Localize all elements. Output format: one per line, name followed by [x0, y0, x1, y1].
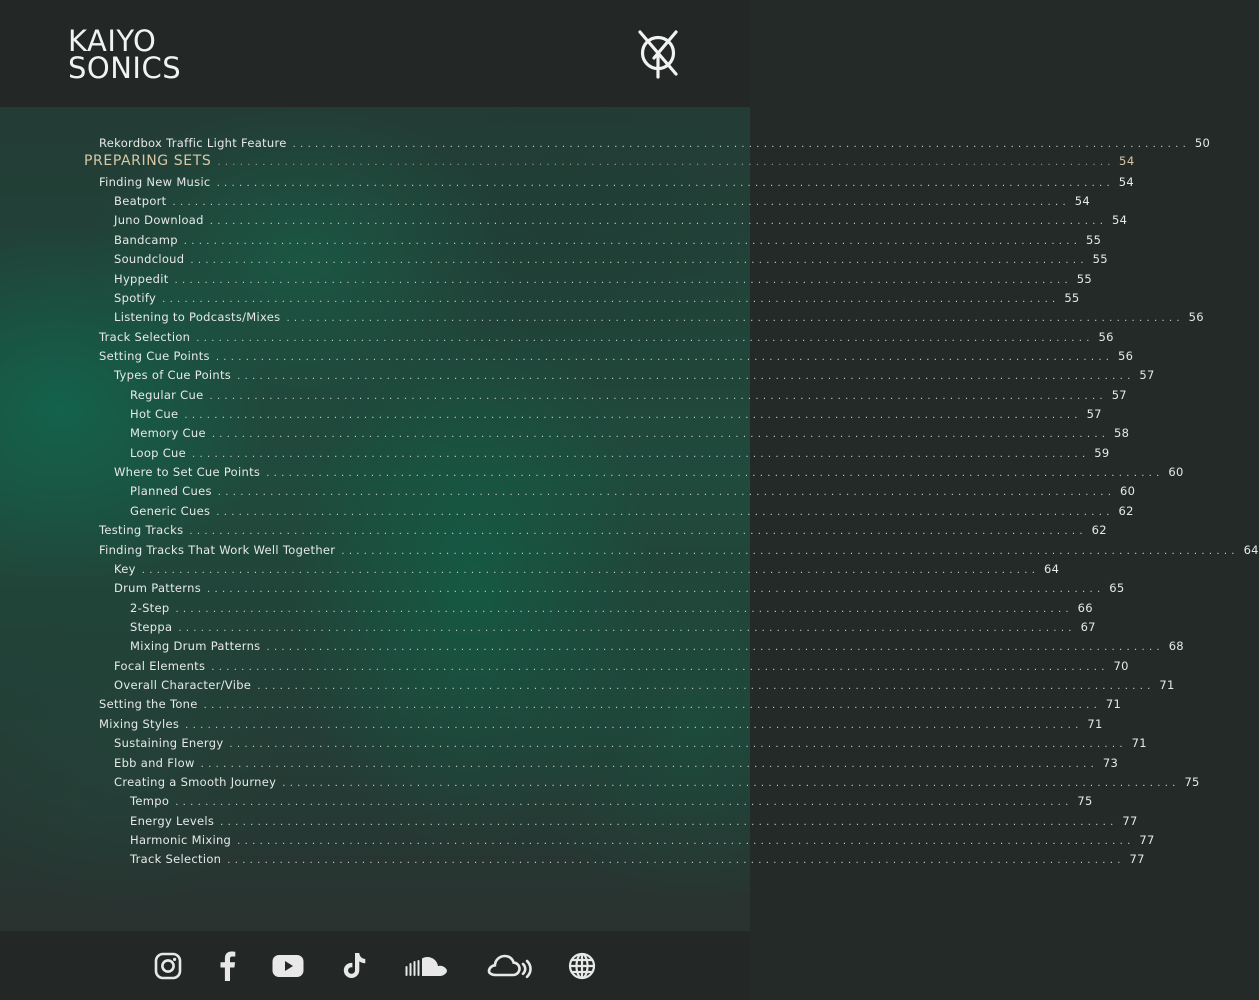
toc-entry[interactable]: [130, 503, 1134, 519]
toc-dot-leader: ........................................................................................................................: [189, 526, 1087, 538]
toc-entry-title: Tempo: [130, 794, 170, 809]
toc-dot-leader: ........................................................................................................................: [341, 545, 1239, 557]
toc-dot-leader: ........................................................................................................................: [209, 390, 1107, 402]
toc-entry[interactable]: [114, 193, 1090, 209]
toc-page-number: 54: [1111, 213, 1128, 228]
toc-page-number: 64: [1043, 561, 1060, 576]
toc-entry-title: Beatport: [114, 194, 167, 209]
tiktok-link[interactable]: [342, 931, 368, 1000]
toc-dot-leader: ........................................................................................................................: [162, 293, 1060, 305]
toc-entry[interactable]: [130, 851, 1145, 867]
toc-page-number: 60: [1120, 484, 1136, 499]
facebook-icon: [219, 951, 236, 981]
toc-page-number: 55: [1076, 271, 1092, 286]
toc-page-number: 77: [1122, 813, 1138, 828]
toc-dot-leader: ........................................................................................................................: [184, 410, 1082, 422]
toc-dot-leader: ........................................................................................................................: [200, 758, 1099, 770]
toc-entry-title: Types of Cue Points: [114, 368, 232, 383]
brand-mark-icon: [632, 26, 684, 80]
toc-dot-leader: ........................................................................................................................: [292, 139, 1191, 150]
toc-page-number: 60: [1168, 465, 1184, 480]
toc-entry-title: Loop Cue: [130, 445, 187, 460]
toc-dot-leader: ........................................................................................................................: [196, 332, 1094, 344]
facebook-link[interactable]: [219, 931, 236, 1000]
toc-page-number: 58: [1114, 426, 1130, 441]
toc-entry-title: Sustaining Energy: [114, 736, 224, 751]
soundcloud-icon: [405, 954, 449, 978]
toc-entry[interactable]: [99, 348, 1134, 364]
toc-page-number: 68: [1168, 639, 1184, 654]
toc-entry[interactable]: [99, 135, 1211, 151]
toc-dot-leader: ........................................................................................................................: [190, 255, 1088, 267]
toc-page-number: 77: [1129, 852, 1145, 867]
toc-entry[interactable]: [114, 774, 1200, 790]
toc-entry-title: Testing Tracks: [99, 523, 184, 538]
toc-entry[interactable]: [114, 212, 1128, 228]
toc-dot-leader: ........................................................................................................................: [216, 177, 1115, 189]
toc-entry-title: Mixing Drum Patterns: [130, 639, 261, 654]
toc-entry-title: Finding Tracks That Work Well Together: [99, 542, 336, 557]
toc-entry-title: Bandcamp: [114, 232, 178, 247]
toc-entry-title: Track Selection: [130, 852, 222, 867]
toc-page-number: 62: [1091, 523, 1107, 538]
toc-entry[interactable]: [114, 290, 1080, 306]
mixcloud-icon: [486, 953, 532, 979]
toc-entry[interactable]: [130, 387, 1127, 403]
header: [0, 0, 750, 107]
toc-entry[interactable]: [130, 832, 1155, 848]
instagram-icon: [154, 952, 182, 980]
toc-page-number: 55: [1092, 252, 1108, 267]
brand-line-2: SONICS: [68, 51, 182, 85]
toc-entry-title: Drum Patterns: [114, 581, 201, 596]
toc-page-number: 77: [1139, 832, 1155, 847]
brand-logo[interactable]: [68, 24, 182, 85]
toc-dot-leader: ........................................................................................................................: [211, 429, 1110, 441]
toc-dot-leader: ........................................................................................................................: [216, 506, 1114, 518]
toc-entry[interactable]: [99, 696, 1122, 712]
toc-entry[interactable]: [114, 464, 1184, 480]
toc-entry[interactable]: [130, 793, 1093, 809]
toc-dot-leader: ........................................................................................................................: [266, 468, 1164, 480]
toc-page-number: 57: [1086, 407, 1102, 422]
mixcloud-link[interactable]: [486, 931, 532, 1000]
toc-entry[interactable]: [114, 735, 1147, 751]
instagram-link[interactable]: [154, 931, 182, 1000]
toc-dot-leader: ........................................................................................................................: [217, 157, 1115, 169]
youtube-link[interactable]: [272, 931, 304, 1000]
social-footer: [0, 931, 750, 1000]
toc-page-number: 66: [1077, 600, 1093, 615]
toc-entry[interactable]: [130, 406, 1102, 422]
toc-entry[interactable]: [114, 309, 1204, 325]
toc-dot-leader: ........................................................................................................................: [266, 642, 1164, 654]
toc-entry-title: Generic Cues: [130, 503, 211, 518]
toc-entry[interactable]: [99, 522, 1107, 538]
toc-entry[interactable]: [99, 329, 1114, 345]
toc-entry-title: Finding New Music: [99, 174, 211, 189]
tiktok-icon: [342, 952, 368, 980]
toc-dot-leader: ........................................................................................................................: [175, 603, 1073, 615]
toc-entry-title: Ebb and Flow: [114, 755, 195, 770]
toc-page-number: 67: [1080, 620, 1096, 634]
website-link[interactable]: [568, 931, 596, 1000]
toc-entry-title: PREPARING SETS: [84, 153, 212, 170]
toc-entry-title: Rekordbox Traffic Light Feature: [99, 136, 287, 150]
toc-dot-leader: ........................................................................................................................: [207, 584, 1105, 596]
toc-page-number: 75: [1184, 774, 1200, 789]
toc-dot-leader: ........................................................................................................................: [175, 797, 1073, 809]
toc-dot-leader: ........................................................................................................................: [257, 681, 1155, 693]
toc-page-number: 50: [1194, 136, 1211, 150]
toc-entry[interactable]: [114, 677, 1175, 693]
toc-entry[interactable]: [99, 542, 1259, 558]
toc-entry[interactable]: [99, 716, 1103, 732]
toc-page-number: 70: [1113, 658, 1129, 673]
youtube-icon: [272, 954, 304, 978]
toc-dot-leader: ........................................................................................................................: [211, 661, 1109, 673]
brand-line-1: KAIYO: [68, 24, 157, 58]
toc-entry[interactable]: [114, 658, 1129, 674]
toc-entry-title: Track Selection: [99, 329, 191, 344]
table-of-contents-page: [0, 107, 1259, 931]
toc-dot-leader: ........................................................................................................................: [183, 235, 1082, 247]
toc-page-number: 55: [1064, 290, 1080, 305]
toc-entry[interactable]: [130, 600, 1093, 616]
toc-page-number: 55: [1086, 232, 1102, 247]
toc-entry[interactable]: [114, 232, 1102, 248]
toc-page-number: 71: [1159, 678, 1175, 693]
toc-dot-leader: ........................................................................................................................: [286, 313, 1184, 325]
toc-entry[interactable]: [114, 251, 1108, 267]
toc-entry[interactable]: [130, 813, 1138, 829]
toc-entry-title: Planned Cues: [130, 484, 212, 499]
toc-entry-title: Creating a Smooth Journey: [114, 774, 277, 789]
toc-page-number: 57: [1111, 387, 1127, 402]
toc-entry-title: Steppa: [130, 620, 173, 634]
toc-page-number: 59: [1094, 445, 1110, 460]
toc-dot-leader: ........................................................................................................................: [215, 351, 1114, 363]
toc-page-number: 54: [1118, 154, 1135, 169]
toc-entry[interactable]: [114, 367, 1155, 383]
soundcloud-link[interactable]: [405, 931, 449, 1000]
toc-page-number: 56: [1098, 329, 1114, 344]
toc-entry[interactable]: [114, 580, 1125, 596]
toc-entry[interactable]: [99, 174, 1135, 190]
toc-dot-leader: ........................................................................................................................: [178, 623, 1076, 634]
toc-entry-title: Key: [114, 561, 136, 576]
toc-entry-title: Mixing Styles: [99, 716, 180, 731]
toc-entry-title: Memory Cue: [130, 426, 206, 441]
toc-page-number: 54: [1074, 194, 1090, 209]
toc-entry[interactable]: [114, 271, 1092, 287]
toc-dot-leader: ........................................................................................................................: [185, 719, 1083, 731]
toc-entry-title: 2-Step: [130, 600, 170, 615]
toc-page-number: 71: [1105, 697, 1122, 712]
toc-dot-leader: ........................................................................................................................: [209, 216, 1108, 228]
toc-dot-leader: ........................................................................................................................: [172, 197, 1070, 209]
toc-dot-leader: ........................................................................................................................: [220, 816, 1118, 828]
toc-page-number: 57: [1139, 368, 1155, 383]
toc-dot-leader: ........................................................................................................................: [203, 700, 1102, 712]
toc-page-number: 71: [1087, 716, 1103, 731]
toc-dot-leader: ........................................................................................................................: [237, 835, 1135, 847]
toc-entry[interactable]: [114, 561, 1060, 577]
toc-entry-title: Setting Cue Points: [99, 348, 210, 363]
toc-dot-leader: ........................................................................................................................: [192, 448, 1090, 460]
toc-dot-leader: ........................................................................................................................: [227, 855, 1125, 867]
toc-entry-title: Hot Cue: [130, 407, 179, 422]
toc-dot-leader: ........................................................................................................................: [282, 777, 1180, 789]
toc-page-number: 56: [1118, 348, 1134, 363]
toc-entry-title: Harmonic Mixing: [130, 832, 232, 847]
toc-entry-title: Energy Levels: [130, 813, 215, 828]
toc-entry-title: Setting the Tone: [99, 697, 198, 712]
toc-entry-title: Soundcloud: [114, 252, 185, 267]
toc-entry-title: Overall Character/Vibe: [114, 678, 252, 693]
toc-page-number: 71: [1131, 736, 1147, 751]
toc-section-heading[interactable]: [84, 152, 1135, 170]
toc-page-number: 62: [1118, 503, 1134, 518]
toc-entry-title: Hyppedit: [114, 271, 169, 286]
toc-page-number: 65: [1109, 581, 1125, 596]
toc-entry-title: Juno Download: [114, 213, 204, 228]
toc-entry-title: Where to Set Cue Points: [114, 465, 261, 480]
toc-entry[interactable]: [130, 619, 1096, 635]
toc-entry[interactable]: [130, 445, 1110, 461]
toc-entry-title: Listening to Podcasts/Mixes: [114, 310, 281, 325]
toc-entry[interactable]: [130, 483, 1136, 499]
toc-entry-title: Spotify: [114, 290, 157, 305]
toc-dot-leader: ........................................................................................................................: [237, 371, 1135, 383]
toc-dot-leader: ........................................................................................................................: [217, 487, 1116, 499]
toc-page-number: 73: [1102, 755, 1119, 770]
toc-entry[interactable]: [130, 425, 1130, 441]
toc-dot-leader: ........................................................................................................................: [229, 739, 1127, 751]
toc-page-number: 64: [1243, 542, 1259, 557]
toc-dot-leader: ........................................................................................................................: [174, 274, 1072, 286]
toc-entry[interactable]: [130, 638, 1184, 654]
toc-page-number: 75: [1077, 794, 1093, 809]
toc-entry[interactable]: [114, 755, 1119, 771]
toc-page-number: 56: [1188, 310, 1204, 325]
globe-icon: [568, 952, 596, 980]
toc-entry-title: Focal Elements: [114, 658, 206, 673]
toc-page-number: 54: [1118, 174, 1135, 189]
toc-dot-leader: ........................................................................................................................: [141, 564, 1040, 576]
toc-entry-title: Regular Cue: [130, 387, 204, 402]
